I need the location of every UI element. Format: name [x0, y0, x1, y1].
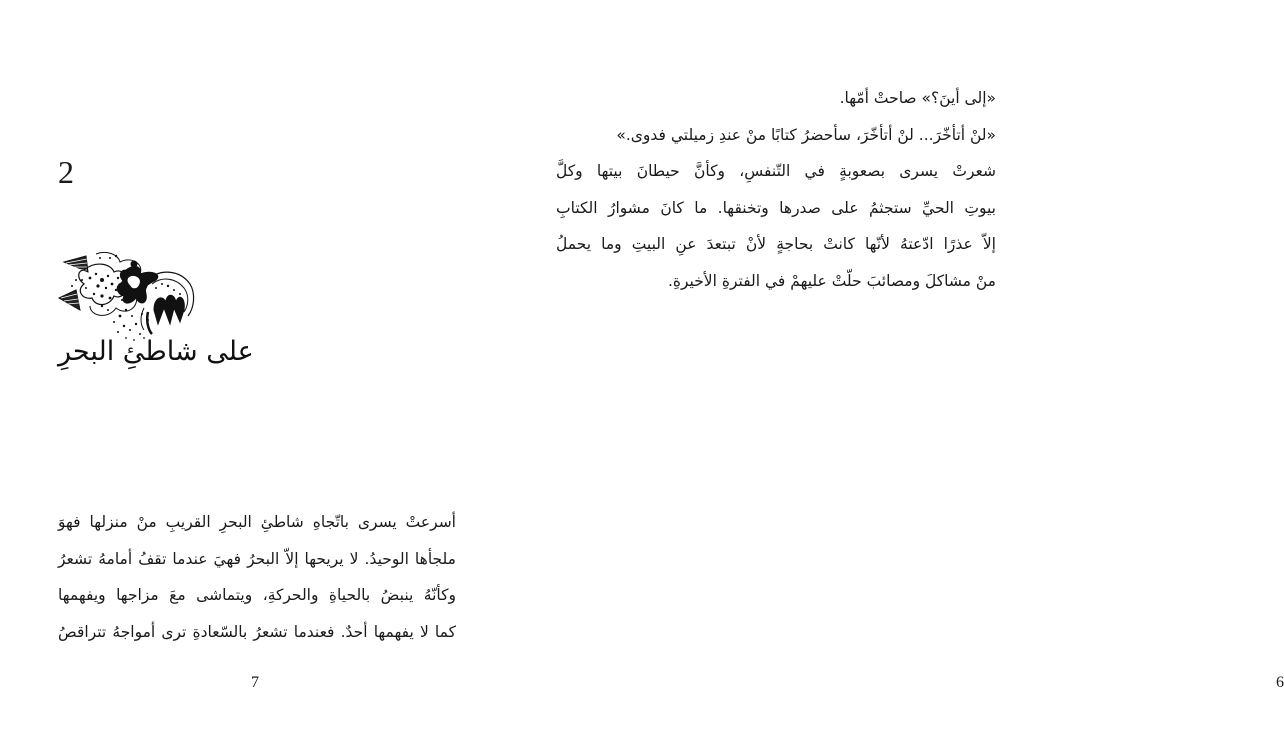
page-number-right: 6 — [1276, 674, 1284, 691]
text-line: بيوتِ الحيِّ ستجثمُ على صدرها وتخنقها. ما كانَ مشوارُ الكتابِ — [556, 198, 996, 217]
right-page — [512, 0, 1284, 736]
text-line: إلاّ عذرًا ادّعتهُ لأنّها كانتْ بحاجةٍ لأنْ تبتعدَ عنِ البيتِ وما يحملُ — [556, 235, 996, 253]
left-page-paragraph — [58, 504, 456, 650]
text-line: أسرعتْ يسرى باتّجاهِ شاطئِ البحرِ القريبِ منْ منزلها فهوَ — [58, 513, 456, 531]
page-number-left: 7 — [251, 674, 259, 691]
chapter-number: 2 — [58, 154, 74, 190]
text-line: «لنْ أتأخّرَ... لنْ أتأخّرَ، سأحضرُ كتابًا منْ عندِ زميلتي فدوى.» — [616, 125, 996, 144]
text-line: منْ مشاكلَ ومصائبَ حلّتْ عليهمْ في الفترةِ الأخيرةِ. — [667, 271, 996, 290]
text-line: كما لا يفهمها أحدٌ. فعندما تشعرُ بالسّعادةِ ترى أمواجهُ تتراقصُ — [58, 622, 456, 641]
text-line: وكأنّهُ ينبضُ بالحياةِ والحركةِ، ويتماشى معَ مزاجها ويفهمها — [58, 586, 456, 604]
text-line: «إلى أينَ؟» صاحتْ أمّها. — [839, 89, 996, 107]
left-page — [0, 0, 512, 736]
chapter-title: على شاطئِ البحرِ — [58, 336, 254, 367]
text-line: شعرتْ يسرى بصعوبةٍ في التّنفسِ، وكأنَّ حيطانَ بيتها وكلَّ — [556, 162, 996, 180]
right-page-paragraph — [556, 80, 996, 299]
text-line: ملجأها الوحيدُ. لا يريحها إلاّ البحرُ فهيَ عندما تقفُ أمامهُ تشعرُ — [58, 549, 456, 568]
